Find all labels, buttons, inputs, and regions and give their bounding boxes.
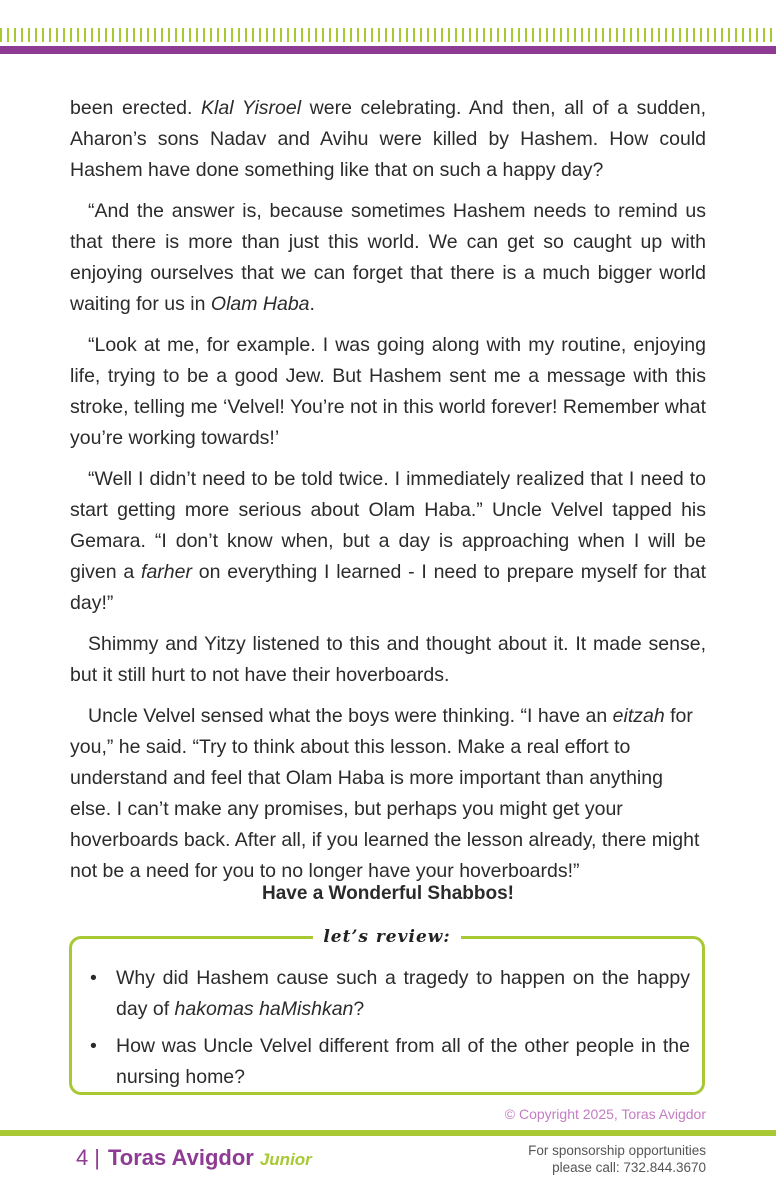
- brand-sub-logo-text: Junior: [259, 1150, 312, 1169]
- brand-logo-text: Toras Avigdor: [107, 1145, 254, 1170]
- text-run: for you,” he said. “Try to think about this lesson. Make a real effort to understand and feel that Olam Haba is more important than anything else. I can’t make any promises, but perhaps you might get your hoverboards back. After all, if you learned the lesson already, there might not be a need for you to no longer have your hoverboards!”: [70, 705, 700, 882]
- text-run: “Look at me, for example. I was going along with my routine, enjoying life, trying to be a good Jew. But Hashem sent me a message with this stroke, telling me ‘Velvel! You’re not in this world forever! Remember what you’re working towards!’: [70, 334, 706, 449]
- story-paragraph: [70, 330, 706, 454]
- italic-term: hakomas haMishkan: [174, 998, 354, 1020]
- story-paragraph: [70, 93, 706, 186]
- header-tick-pattern: [0, 28, 776, 42]
- italic-term: Klal Yisroel: [201, 97, 302, 119]
- review-title: [72, 925, 702, 950]
- story-paragraph: [70, 464, 706, 619]
- copyright-notice: © Copyright 2025, Toras Avigdor: [504, 1106, 706, 1122]
- italic-term: farher: [141, 561, 192, 583]
- bullet-icon: •: [90, 967, 97, 989]
- bullet-icon: •: [90, 1035, 97, 1057]
- footer-green-bar: [0, 1130, 776, 1136]
- italic-term: eitzah: [612, 705, 665, 727]
- story-text: [70, 93, 706, 897]
- text-run: Why did Hashem cause such a tragedy to happen on the happy day of: [116, 967, 690, 1020]
- review-question: [88, 963, 690, 1025]
- closing-line: Have a Wonderful Shabbos!: [262, 883, 514, 904]
- text-run: ?: [353, 998, 365, 1020]
- sponsorship-line-2: please call: 732.844.3670: [552, 1160, 706, 1175]
- sponsorship-info: [528, 1142, 706, 1176]
- text-run: on everything I learned - I need to prepare myself for that day!”: [70, 561, 706, 614]
- text-run: Uncle Velvel sensed what the boys were thinking. “I have an: [88, 705, 613, 727]
- sponsorship-line-1: For sponsorship opportunities: [528, 1143, 706, 1158]
- review-box: [69, 927, 705, 1095]
- text-run: How was Uncle Velvel different from all of the other people in the nursing home?: [116, 1035, 690, 1088]
- italic-term: Olam Haba: [210, 293, 310, 315]
- text-run: Shimmy and Yitzy listened to this and thought about it. It made sense, but it still hurt to not have their hoverboards.: [70, 633, 706, 686]
- page-number: 4: [76, 1145, 89, 1170]
- review-question-text: [116, 1035, 690, 1088]
- text-run: were celebrating. And then, all of a sudden, Aharon’s sons Nadav and Avihu were killed by Hashem. How could Hashem have done something like that on such a happy day?: [70, 97, 706, 181]
- text-run: been erected.: [70, 97, 202, 119]
- story-paragraph: [70, 196, 706, 320]
- story-paragraph: [70, 701, 706, 887]
- review-question: [88, 1031, 690, 1093]
- text-run: “Well I didn’t need to be told twice. I immediately realized that I need to start getting more serious about Olam Haba.” Uncle Velvel tapped his Gemara. “I don’t know when, but a day is approaching when I will be given a: [70, 468, 706, 583]
- footer-separator: |: [94, 1145, 100, 1170]
- story-paragraph: [70, 629, 706, 691]
- text-run: “And the answer is, because sometimes Hashem needs to remind us that there is more than just this world. We can get so caught up with enjoying ourselves that we can forget that there is a much bigger world waiting for us in: [70, 200, 706, 315]
- footer-brand: [76, 1145, 312, 1175]
- review-title-text: let’s review:: [313, 927, 460, 947]
- header-purple-bar: [0, 46, 776, 54]
- review-question-text: [116, 967, 690, 1020]
- text-run: .: [309, 293, 315, 315]
- review-question-list: [88, 963, 690, 1099]
